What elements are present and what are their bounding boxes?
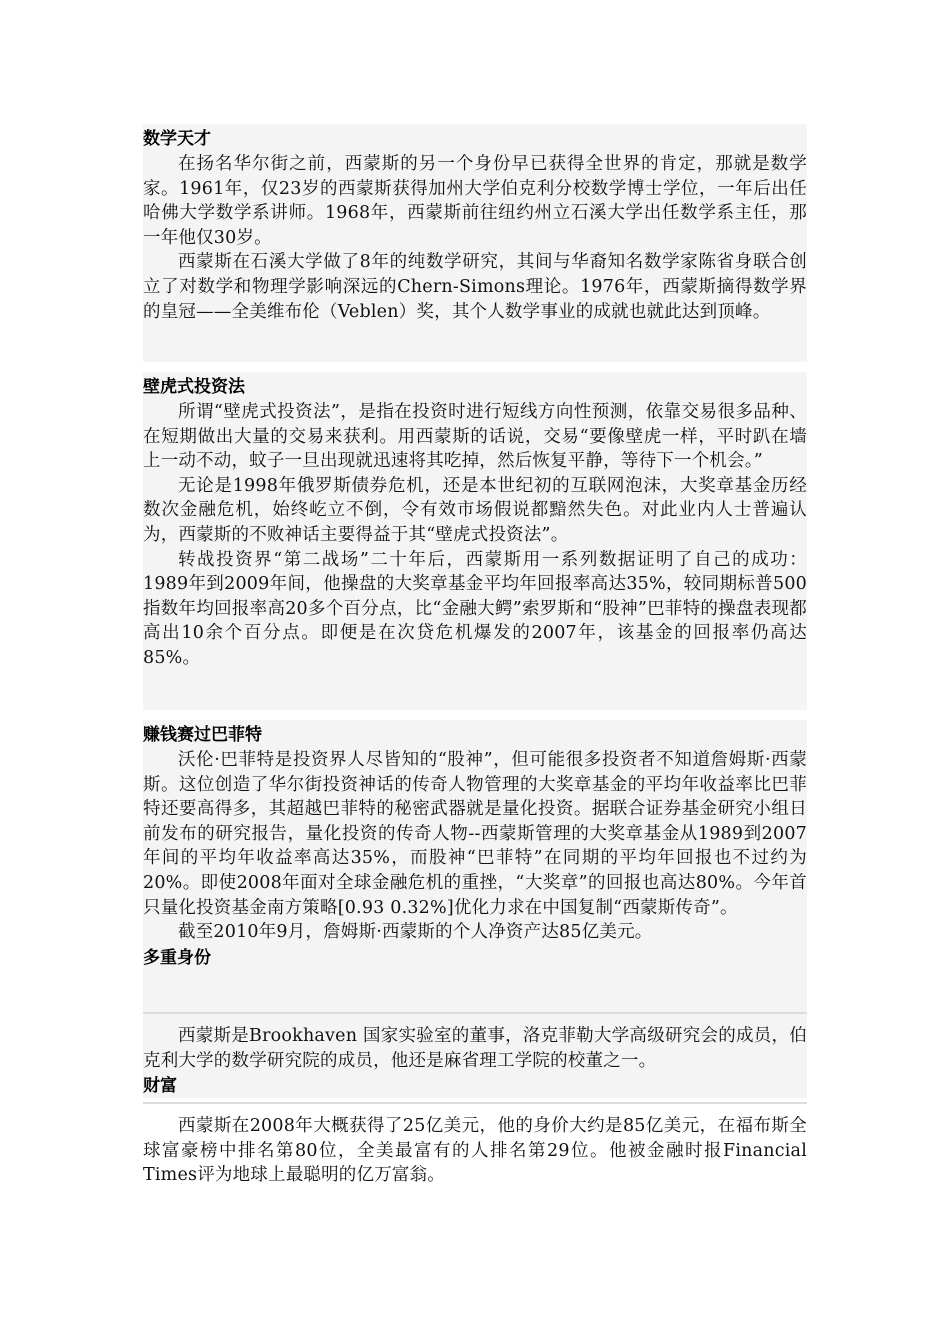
section-math-genius <box>143 124 807 362</box>
paragraph: 在扬名华尔街之前，西蒙斯的另一个身份早已获得全世界的肯定，那就是数学家。1961年，仅23岁的西蒙斯获得加州大学伯克利分校数学博士学位，一年后出任哈佛大学数学系讲师。1968年，西蒙斯前往纽约州立石溪大学出任数学系主任，那一年他仅30岁。 <box>143 154 807 248</box>
section-heading: 多重身份 <box>143 947 211 968</box>
section-heading: 数学天才 <box>143 129 211 149</box>
paragraph: 所谓“壁虎式投资法”，是指在投资时进行短线方向性预测，依靠交易很多品种、在短期做出大量的交易来获利。用西蒙斯的话说，交易“要像壁虎一样，平时趴在墙上一动不动，蚊子一旦出现就迅速将其吃掉，然后恢复平静，等待下一个机会。” <box>143 402 807 472</box>
divider <box>143 1012 807 1014</box>
paragraph: 沃伦·巴菲特是投资界人尽皆知的“股神”，但可能很多投资者不知道詹姆斯·西蒙斯。这位创造了华尔街投资神话的传奇人物管理的大奖章基金的平均年收益率比巴菲特还要高得多，其超越巴菲特的秘密武器就是量化投资。据联合证券基金研究小组日前发布的研究报告，量化投资的传奇人物--西蒙斯管理的大奖章基金从1989到2007年间的平均年收益率高达35%，而股神“巴菲特”在同期的平均年回报也不过约为20%。即使2008年面对全球金融危机的重挫，“大奖章”的回报也高达80%。今年首只量化投资基金南方策略[0.93 0.32%]优化力求在中国复制“西蒙斯传奇”。 <box>143 750 807 918</box>
section-heading: 壁虎式投资法 <box>143 377 245 397</box>
paragraph: 西蒙斯在2008年大概获得了25亿美元，他的身价大约是85亿美元，在福布斯全球富豪榜中排名第80位，全美最富有的人排名第29位。他被金融时报Financial Times评为地球上最聪明的亿万富翁。 <box>143 1116 807 1186</box>
section-heading: 财富 <box>143 1076 177 1097</box>
divider <box>143 1102 807 1104</box>
paragraph: 截至2010年9月，詹姆斯·西蒙斯的个人净资产达85亿美元。 <box>178 922 653 943</box>
paragraph: 无论是1998年俄罗斯债券危机，还是本世纪初的互联网泡沫，大奖章基金历经数次金融危机，始终屹立不倒，令有效市场假说都黯然失色。对此业内人士普遍认为，西蒙斯的不败神话主要得益于其“壁虎式投资法”。 <box>143 475 807 545</box>
paragraph: 转战投资界“第二战场”二十年后，西蒙斯用一系列数据证明了自己的成功：1989年到2009年间，他操盘的大奖章基金平均年回报率高达35%，较同期标普500指数年均回报率高20多个百分点，比“金融大鳄”索罗斯和“股神”巴菲特的操盘表现都高出10余个百分点。即便是在次贷危机爆发的2007年，该基金的回报率仍高达85%。 <box>143 549 807 668</box>
section-gecko-investing <box>143 372 807 710</box>
section-multiple-identities <box>143 1008 807 1100</box>
section-wealth <box>143 1098 807 1194</box>
paragraph: 西蒙斯是Brookhaven 国家实验室的董事，洛克菲勒大学高级研究会的成员，伯克利大学的数学研究院的成员，他还是麻省理工学院的校董之一。 <box>143 1026 807 1071</box>
paragraph: 西蒙斯在石溪大学做了8年的纯数学研究，其间与华裔知名数学家陈省身联合创立了对数学和物理学影响深远的Chern-Simons理论。1976年，西蒙斯摘得数学界的皇冠——全美维布伦（Veblen）奖，其个人数学事业的成就也就此达到顶峰。 <box>143 252 807 322</box>
section-beat-buffett <box>143 720 807 1012</box>
section-heading: 赚钱赛过巴菲特 <box>143 725 262 745</box>
